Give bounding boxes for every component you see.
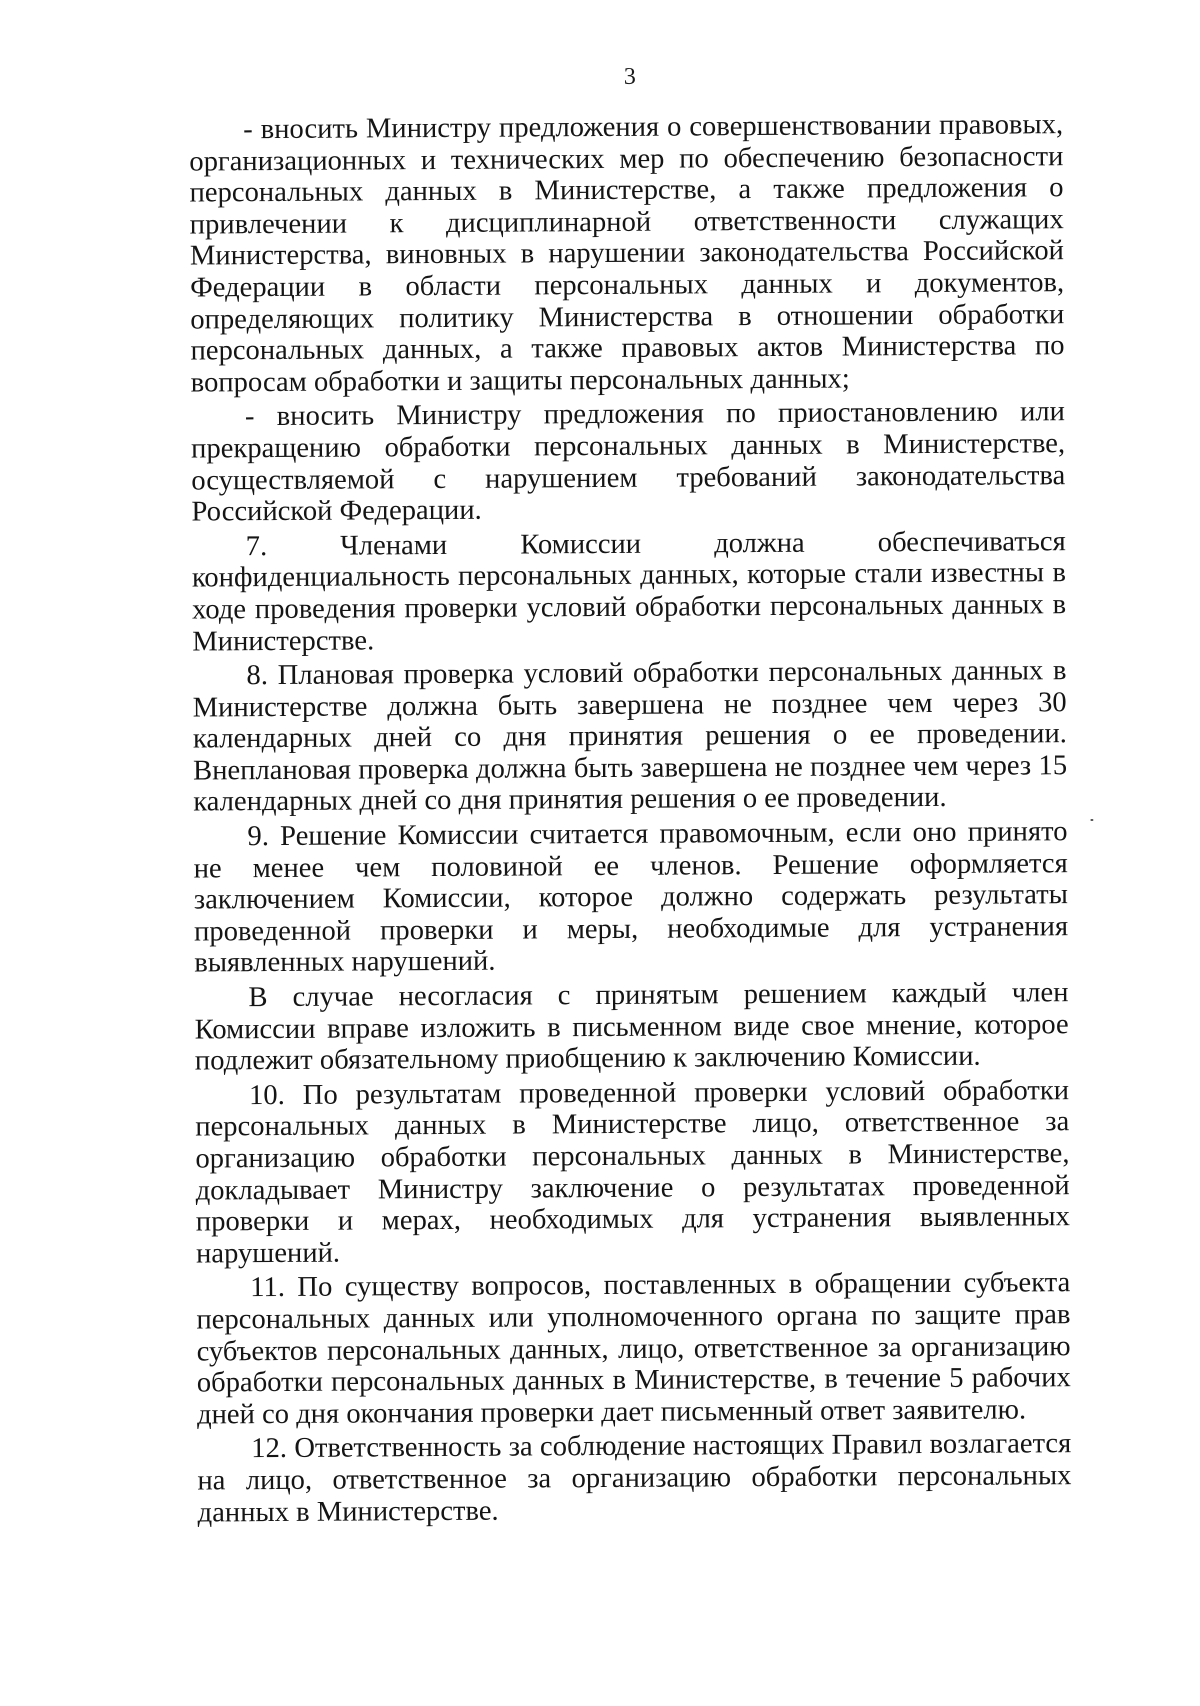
scan-speck: [1090, 819, 1093, 821]
paragraph-8-inspection-deadlines: 8. Плановая проверка условий обработки персональных данных в Министерстве должна быть завершена не позднее чем через 30 календарных дней со дня принятия решения о ее проведении. Внеплановая проверка должна быть завершена не позднее чем через 15 календарных дней со дня принятия решения о ее проведении.: [192, 655, 1068, 818]
paragraph-10-inspection-report: 10. По результатам проведенной проверки условий обработки персональных данных в Министерстве лицо, ответственное за организацию обработки персональных данных в Министерстве, докладывает Министру заключение о результатах проведенной проверки и мерах, необходимых для устранения выявленных нарушений.: [195, 1074, 1070, 1270]
paragraph-12-responsibility: 12. Ответственность за соблюдение настоящих Правил возлагается на лицо, ответственное за организацию обработки персональных данных в Министерстве.: [197, 1428, 1072, 1529]
page-number: 3: [623, 63, 636, 90]
paragraph-proposals-improvement: - вносить Министру предложения о совершенствовании правовых, организационных и технических мер по обеспечению безопасности персональных данных в Министерстве, а также предложения о привлечении к дисциплинарной ответственности служащих Министерства, виновных в нарушении законодательства Российской Федерации в области персональных данных и документов, определяющих политику Министерства в отношении обработки персональных данных, а также правовых актов Министерства по вопросам обработки и защиты персональных данных;: [189, 109, 1065, 399]
paragraph-11-response-to-applicant: 11. По существу вопросов, поставленных в обращении субъекта персональных данных или уполномоченного органа по защите прав субъектов персональных данных, лицо, ответственное за организацию обработки персональных данных в Министерстве, в течение 5 рабочих дней со дня окончания проверки дает письменный ответ заявителю.: [196, 1267, 1071, 1431]
document-body: [189, 109, 1072, 1531]
paragraph-proposals-suspension: - вносить Министру предложения по приостановлению или прекращению обработки персональных данных в Министерстве, осуществляемой с нарушением требований законодательства Российской Федерации.: [191, 396, 1066, 528]
paragraph-7-confidentiality: 7. Членами Комиссии должна обеспечиваться конфиденциальность персональных данных, которые стали известны в ходе проведения проверки условий обработки персональных данных в Министерстве.: [191, 525, 1067, 658]
paragraph-9-dissenting-opinion: В случае несогласия с принятым решением каждый член Комиссии вправе изложить в письменном виде свое мнение, которое подлежит обязательному приобщению к заключению Комиссии.: [194, 977, 1069, 1077]
paragraph-9-commission-decision: 9. Решение Комиссии считается правомочным, если оно принято не менее чем половиной ее членов. Решение оформляется заключением Комиссии, которое должно содержать результаты проведенной проверки и меры, необходимые для устранения выявленных нарушений.: [193, 816, 1069, 979]
